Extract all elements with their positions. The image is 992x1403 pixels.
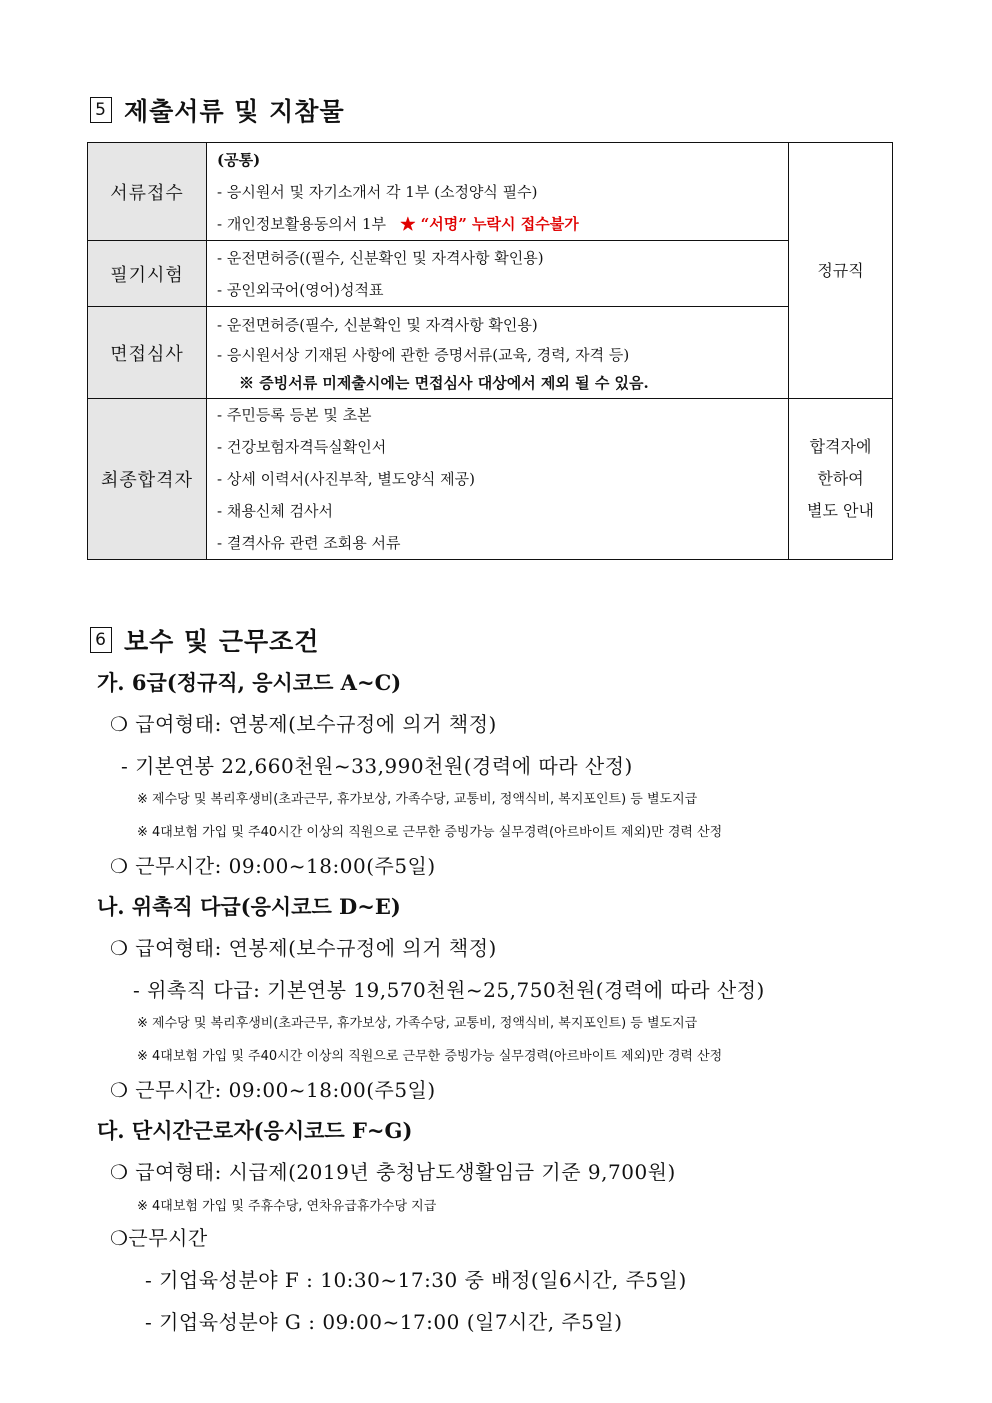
table-row [88, 399, 893, 560]
note-regular: 정규직 [789, 143, 893, 399]
section-6-number: 6 [90, 627, 112, 653]
da-note-insurance: ※ 4대보험 가입 및 주휴수당, 연차유급휴가수당 지급 [137, 1199, 437, 1214]
section-5-title [90, 92, 345, 128]
note-final-line: 합격자에 [809, 437, 872, 456]
subsection-ga-title: 가. 6급(정규직, 응시코드 A~C) [97, 670, 402, 695]
ga-note-career: ※ 4대보험 가입 및 주40시간 이상의 직원으로 근무한 증빙가능 실무경력(아르바이트 제외)만 경력 산정 [137, 825, 723, 840]
na-pay-type: ❍ 급여형태: 연봉제(보수규정에 의거 책정) [110, 936, 497, 960]
table-row [88, 307, 893, 399]
note-final-line: 한하여 [817, 469, 864, 488]
da-hours-f: - 기업육성분야 F : 10:30~17:30 중 배정(일6시간, 주5일) [145, 1268, 687, 1292]
row-content [207, 241, 789, 307]
content-line: ※ 증빙서류 미제출시에는 면접심사 대상에서 제외 될 수 있음. [239, 373, 649, 392]
content-line: - 공인외국어(영어)성적표 [217, 280, 384, 299]
section-5-title-text: 제출서류 및 지참물 [124, 97, 345, 126]
content-line: - 응시원서상 기재된 사항에 관한 증명서류(교육, 경력, 자격 등) [217, 345, 630, 364]
row-content [207, 307, 789, 399]
ga-pay-type: ❍ 급여형태: 연봉제(보수규정에 의거 책정) [110, 712, 497, 736]
content-line: - 주민등록 등본 및 초본 [217, 406, 372, 424]
content-line: - 상세 이력서(사진부착, 별도양식 제공) [217, 470, 475, 488]
da-pay-type: ❍ 급여형태: 시급제(2019년 충청남도생활임금 기준 9,700원) [110, 1160, 676, 1184]
table-row [88, 241, 893, 307]
documents-table [87, 142, 893, 560]
na-base-salary: - 위촉직 다급: 기본연봉 19,570천원~25,750천원(경력에 따라 산정) [133, 978, 765, 1002]
note-final-line: 별도 안내 [807, 501, 874, 520]
row-content [207, 143, 789, 241]
row-content [207, 399, 789, 560]
na-note-career: ※ 4대보험 가입 및 주40시간 이상의 직원으로 근무한 증빙가능 실무경력(아르바이트 제외)만 경력 산정 [137, 1049, 723, 1064]
na-work-hours: ❍ 근무시간: 09:00~18:00(주5일) [110, 1078, 436, 1102]
content-line [217, 208, 788, 240]
na-note-allowance: ※ 제수당 및 복리후생비(초과근무, 휴가보상, 가족수당, 교통비, 정액식비, 복지포인트) 등 별도지급 [137, 1016, 698, 1031]
content-line-text: - 개인정보활용동의서 1부 [217, 214, 387, 233]
content-line: - 운전면허증((필수, 신분확인 및 자격사항 확인용) [217, 248, 544, 267]
ga-note-allowance: ※ 제수당 및 복리후생비(초과근무, 휴가보상, 가족수당, 교통비, 정액식비, 복지포인트) 등 별도지급 [137, 792, 698, 807]
row-category: 최종합격자 [88, 399, 207, 560]
row-category: 서류접수 [88, 143, 207, 241]
row-category: 필기시험 [88, 241, 207, 307]
section-6-title [90, 622, 319, 658]
ga-base-salary: - 기본연봉 22,660천원~33,990천원(경력에 따라 산정) [121, 754, 633, 778]
subsection-na-title: 나. 위촉직 다급(응시코드 D~E) [97, 894, 401, 919]
content-line: - 운전면허증(필수, 신분확인 및 자격사항 확인용) [217, 315, 538, 334]
table-row [88, 143, 893, 241]
subsection-da-title: 다. 단시간근로자(응시코드 F~G) [97, 1118, 413, 1143]
ga-work-hours: ❍ 근무시간: 09:00~18:00(주5일) [110, 854, 436, 878]
content-line: - 채용신체 검사서 [217, 502, 334, 520]
content-line: - 응시원서 및 자기소개서 각 1부 (소정양식 필수) [217, 182, 538, 201]
da-hours-g: - 기업육성분야 G : 09:00~17:00 (일7시간, 주5일) [145, 1310, 623, 1334]
section-6-title-text: 보수 및 근무조건 [124, 627, 320, 656]
section-5-number: 5 [90, 97, 112, 123]
content-line: - 건강보험자격득실확인서 [217, 438, 387, 456]
content-line: - 결격사유 관련 조회용 서류 [217, 534, 401, 552]
content-line: (공통) [217, 150, 261, 169]
row-category: 면접심사 [88, 307, 207, 399]
da-work-hours: ❍근무시간 [110, 1226, 208, 1250]
signature-warning: ★ “서명” 누락시 접수불가 [400, 214, 579, 233]
note-final [789, 399, 893, 560]
